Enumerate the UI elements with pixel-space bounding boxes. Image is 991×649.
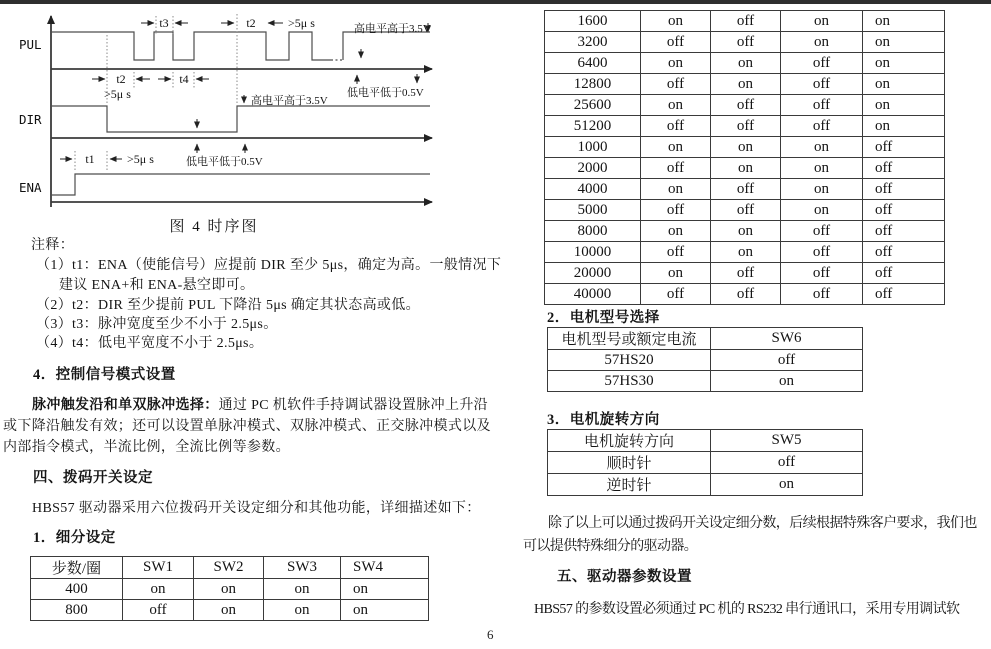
table-cell: on <box>863 32 945 53</box>
guide-lines <box>75 14 237 172</box>
table-cell: off <box>711 350 863 371</box>
page-number: 6 <box>487 627 494 642</box>
table-cell: on <box>781 32 863 53</box>
table-row <box>545 284 945 305</box>
axes <box>51 16 432 207</box>
section4-para-line3: 内部指令模式，半流比例，全流比例等参数。 <box>3 440 290 455</box>
figure-caption: 图 4 时序图 <box>169 219 259 235</box>
table-cell: off <box>863 242 945 263</box>
table-cell: off <box>781 284 863 305</box>
table-cell: off <box>863 158 945 179</box>
signal-label-dir: DIR <box>19 112 42 127</box>
table-cell: on <box>711 474 863 496</box>
table-cell: off <box>863 284 945 305</box>
t3-label: t3 <box>159 16 169 30</box>
table-cell: on <box>641 11 711 32</box>
microstep-table-left <box>30 556 429 621</box>
table-row <box>545 158 945 179</box>
table-cell: off <box>641 32 711 53</box>
signal-label-pul: PUL <box>19 37 42 52</box>
table-row <box>545 11 945 32</box>
table-cell: on <box>641 137 711 158</box>
section4-para-line1 <box>32 397 488 414</box>
table-cell: 51200 <box>545 116 641 137</box>
table-cell: off <box>711 452 863 474</box>
microstep-table-right <box>544 10 945 305</box>
microstep-subheading: 1．细分设定 <box>33 530 116 546</box>
table-cell: on <box>194 579 264 600</box>
signal-label-ena: ENA <box>19 180 42 195</box>
table-cell: on <box>641 263 711 284</box>
table-cell: 1600 <box>545 11 641 32</box>
table-cell: on <box>863 95 945 116</box>
table-cell: 57HS30 <box>548 371 711 392</box>
t4-label: t4 <box>179 72 189 86</box>
table-row <box>545 95 945 116</box>
table-cell: 5000 <box>545 200 641 221</box>
table-cell: off <box>863 221 945 242</box>
table-cell: off <box>711 116 781 137</box>
table-cell: on <box>711 242 781 263</box>
table-cell: SW1 <box>123 557 194 579</box>
table-cell: on <box>641 221 711 242</box>
table-cell: on <box>264 579 341 600</box>
table-cell: 2000 <box>545 158 641 179</box>
gt5us-ena-label: >5μ s <box>127 152 154 166</box>
table-row <box>545 53 945 74</box>
table-cell: off <box>711 284 781 305</box>
motor-direction-table <box>547 429 863 496</box>
table-cell: on <box>264 600 341 621</box>
note-2: （2）t2：DIR 至少提前 PUL 下降沿 5μs 确定其状态高或低。 <box>36 298 420 313</box>
table-cell: on <box>711 371 863 392</box>
table-cell: off <box>711 32 781 53</box>
table-row <box>545 242 945 263</box>
motor-model-heading: 2．电机型号选择 <box>547 310 660 326</box>
table-cell: 1000 <box>545 137 641 158</box>
table-cell: off <box>641 158 711 179</box>
table-cell: off <box>711 200 781 221</box>
table-cell: 电机型号或额定电流 <box>548 328 711 350</box>
table-cell: off <box>781 242 863 263</box>
table-cell: on <box>863 116 945 137</box>
table-cell: off <box>781 263 863 284</box>
table-cell: on <box>194 600 264 621</box>
table-cell: 电机旋转方向 <box>548 430 711 452</box>
table-cell: off <box>863 137 945 158</box>
table-cell: off <box>711 263 781 284</box>
table-cell: off <box>863 200 945 221</box>
table-row <box>548 474 863 496</box>
table-row <box>545 179 945 200</box>
table-cell: SW5 <box>711 430 863 452</box>
table-cell: off <box>711 11 781 32</box>
table-cell: on <box>781 200 863 221</box>
table-cell: off <box>641 200 711 221</box>
pul-waveform <box>51 32 430 60</box>
dip-section-intro: HBS57 驱动器采用六位拨码开关设定细分和其他功能，详细描述如下： <box>32 501 481 516</box>
table-cell: off <box>781 74 863 95</box>
note-1: （1）t1：ENA（使能信号）应提前 DIR 至少 5μs，确定为高。一般情况下 <box>36 258 502 273</box>
table-cell: 20000 <box>545 263 641 284</box>
table-row <box>548 430 863 452</box>
timing-diagram <box>0 2 460 237</box>
dir-waveform <box>51 106 430 132</box>
dir-low-level-label: 低电平低于0.5V <box>186 156 263 168</box>
table-cell: off <box>863 263 945 284</box>
table-cell: on <box>341 579 429 600</box>
table-cell: on <box>711 137 781 158</box>
motor-model-table <box>547 327 863 392</box>
table-cell: on <box>641 95 711 116</box>
table-cell: on <box>781 137 863 158</box>
notes-title: 注释： <box>31 238 75 253</box>
pul-low-level-label: 低电平低于0.5V <box>347 87 424 99</box>
table-cell: off <box>781 116 863 137</box>
closing-line2: 可以提供特殊细分的驱动器。 <box>523 539 698 554</box>
table-cell: 40000 <box>545 284 641 305</box>
table-cell: 8000 <box>545 221 641 242</box>
dip-section-heading: 四、拨码开关设定 <box>33 470 153 486</box>
table-cell: off <box>863 179 945 200</box>
table-cell: off <box>641 242 711 263</box>
table-cell: on <box>781 179 863 200</box>
table-cell: SW6 <box>711 328 863 350</box>
table-cell: off <box>123 600 194 621</box>
table-row <box>545 74 945 95</box>
table-cell: 3200 <box>545 32 641 53</box>
table-cell: 顺时针 <box>548 452 711 474</box>
table-cell: on <box>711 53 781 74</box>
section5-heading: 五、驱动器参数设置 <box>557 569 692 585</box>
closing-line1: 除了以上可以通过拨码开关设定细分数，后续根据特殊客户要求，我们也 <box>548 516 977 531</box>
table-cell: on <box>641 53 711 74</box>
table-cell: on <box>711 158 781 179</box>
table-cell: SW3 <box>264 557 341 579</box>
gt5us-top-label: >5μ s <box>288 16 315 30</box>
table-cell: on <box>863 53 945 74</box>
table-cell: 57HS20 <box>548 350 711 371</box>
table-row <box>545 221 945 242</box>
table-cell: on <box>711 221 781 242</box>
note-3: （3）t3：脉冲宽度至少不小于 2.5μs。 <box>36 317 278 332</box>
table-cell: off <box>711 179 781 200</box>
table-cell: on <box>863 74 945 95</box>
table-cell: on <box>711 74 781 95</box>
table-cell: on <box>123 579 194 600</box>
table-row <box>548 452 863 474</box>
section4-para-lead: 脉冲触发沿和单双脉冲选择： <box>32 398 219 413</box>
table-row <box>31 557 429 579</box>
table-row <box>548 371 863 392</box>
table-row <box>545 32 945 53</box>
section4-heading: 4．控制信号模式设置 <box>33 367 176 383</box>
dir-high-level-label: 高电平高于3.5V <box>251 95 328 107</box>
t2-bottom-label: t2 <box>116 72 126 86</box>
gt5us-bottom-label: >5μ s <box>104 87 131 101</box>
table-cell: off <box>781 53 863 74</box>
table-cell: off <box>781 95 863 116</box>
table-cell: on <box>641 179 711 200</box>
table-cell: SW4 <box>341 557 429 579</box>
section5-line1: HBS57 的参数设置必须通过 PC 机的 RS232 串行通讯口，采用专用调试软 <box>534 602 960 617</box>
section4-para-line1-rest: 通过 PC 机软件手持调试器设置脉冲上升沿 <box>218 398 489 413</box>
table-cell: off <box>641 284 711 305</box>
t1-label: t1 <box>85 152 95 166</box>
table-cell: off <box>781 221 863 242</box>
table-cell: on <box>863 11 945 32</box>
ena-waveform <box>51 174 430 195</box>
table-cell: 12800 <box>545 74 641 95</box>
table-cell: 25600 <box>545 95 641 116</box>
t2-top-label: t2 <box>246 16 256 30</box>
table-cell: 800 <box>31 600 123 621</box>
note-1-cont: 建议 ENA+和 ENA-悬空即可。 <box>59 278 255 293</box>
table-cell: off <box>641 116 711 137</box>
table-row <box>548 350 863 371</box>
table-cell: off <box>641 74 711 95</box>
table-cell: 步数/圈 <box>31 557 123 579</box>
table-row <box>545 137 945 158</box>
table-row <box>548 328 863 350</box>
table-row <box>545 116 945 137</box>
motor-direction-heading: 3．电机旋转方向 <box>547 412 660 428</box>
table-cell: on <box>781 158 863 179</box>
note-4: （4）t4：低电平宽度不小于 2.5μs。 <box>36 336 264 351</box>
table-cell: off <box>711 95 781 116</box>
table-cell: on <box>341 600 429 621</box>
table-cell: 4000 <box>545 179 641 200</box>
table-cell: SW2 <box>194 557 264 579</box>
section4-para-line2: 或下降沿触发有效；还可以设置单脉冲模式、双脉冲模式、正交脉冲模式以及 <box>3 419 491 434</box>
table-row <box>31 600 429 621</box>
table-row <box>545 200 945 221</box>
table-cell: 400 <box>31 579 123 600</box>
pul-high-level-label: 高电平高于3.5V <box>354 23 431 35</box>
table-cell: 10000 <box>545 242 641 263</box>
table-row <box>545 263 945 284</box>
table-cell: on <box>781 11 863 32</box>
table-cell: 逆时针 <box>548 474 711 496</box>
table-row <box>31 579 429 600</box>
table-cell: 6400 <box>545 53 641 74</box>
